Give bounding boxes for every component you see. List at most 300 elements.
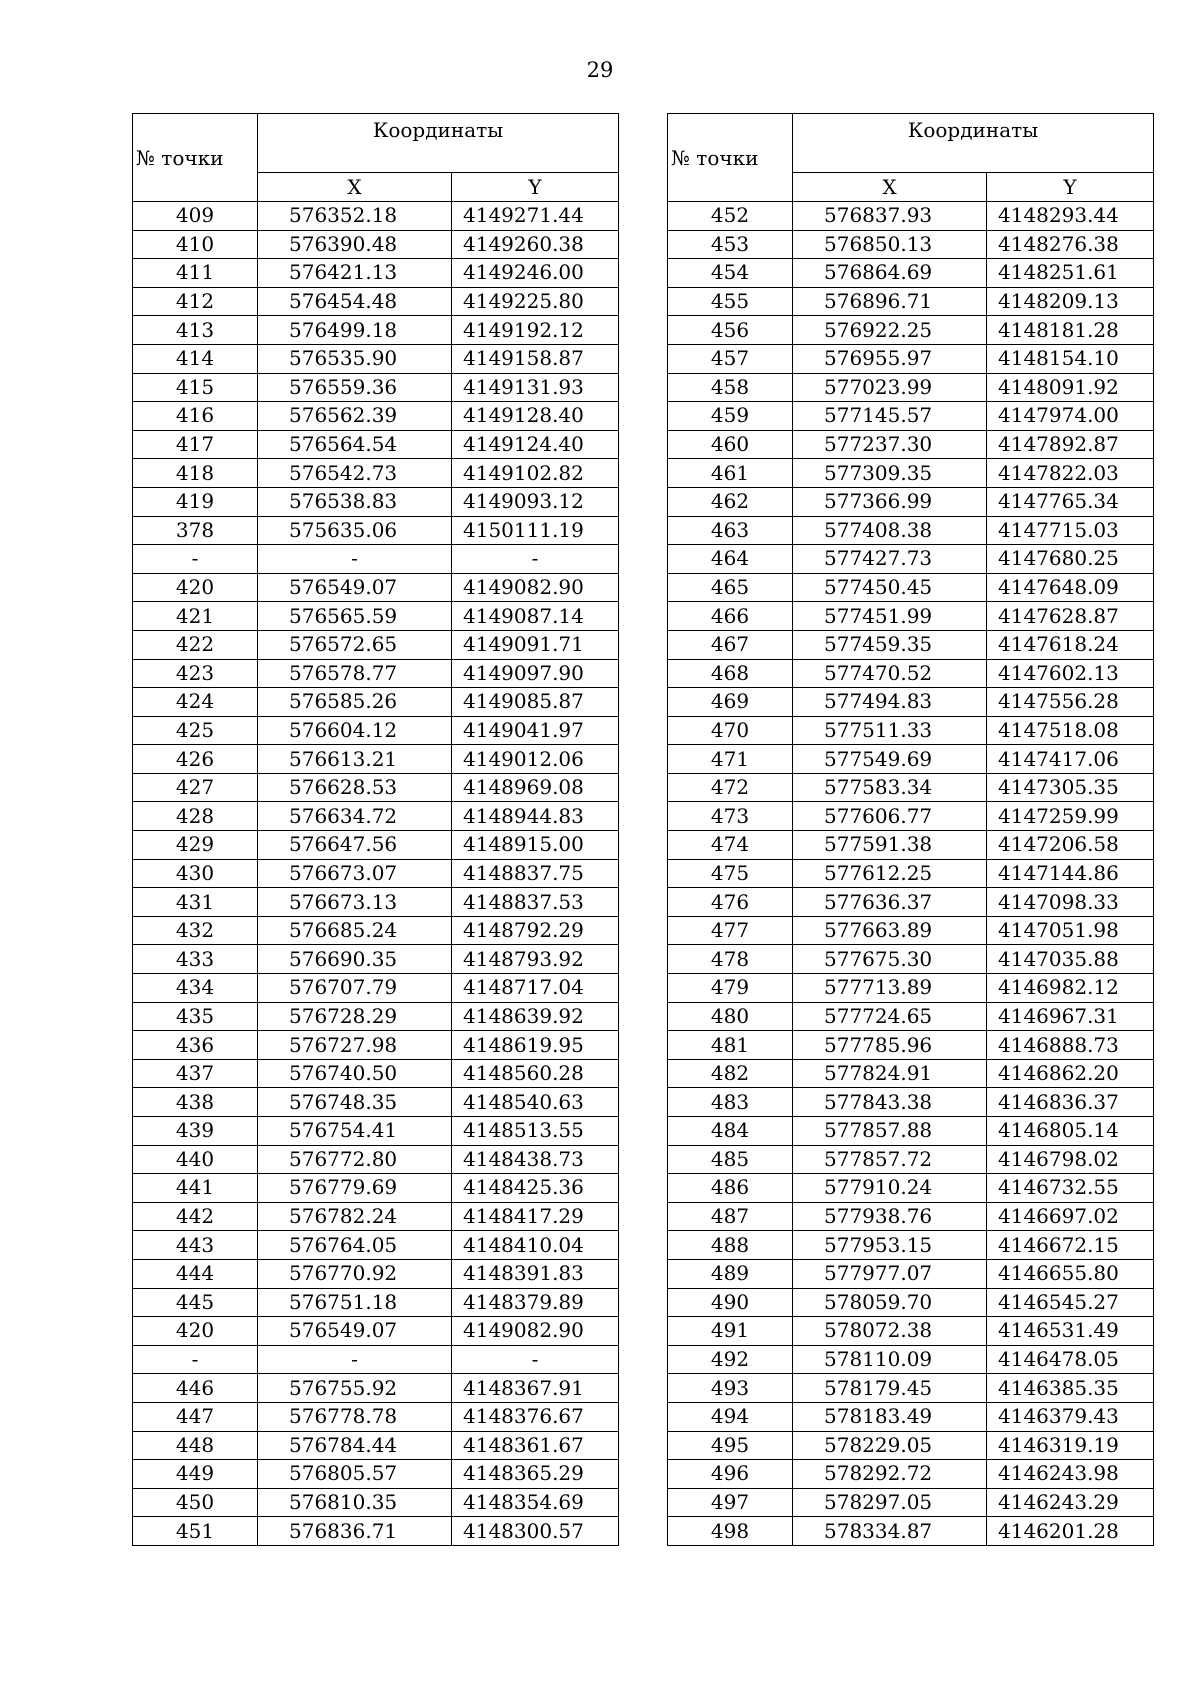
x-coordinate-cell: 576454.48: [258, 287, 452, 316]
y-coordinate-cell: 4149082.90: [452, 1317, 619, 1346]
y-coordinate-cell: 4146531.49: [987, 1317, 1154, 1346]
point-number-cell: 442: [133, 1202, 258, 1231]
y-coordinate-cell: 4146697.02: [987, 1202, 1154, 1231]
point-number-header: № точки: [668, 114, 793, 202]
point-number-cell: 490: [668, 1288, 793, 1317]
y-coordinate-cell: 4147259.99: [987, 802, 1154, 831]
x-coordinate-cell: 577366.99: [793, 487, 987, 516]
x-coordinate-cell: 576784.44: [258, 1431, 452, 1460]
table-row: [668, 316, 1154, 345]
coordinates-table-right: [667, 113, 1154, 1546]
point-number-cell: 480: [668, 1002, 793, 1031]
point-number-cell: 444: [133, 1259, 258, 1288]
y-coordinate-cell: 4146478.05: [987, 1345, 1154, 1374]
point-number-cell: 420: [133, 1317, 258, 1346]
table-row: [668, 802, 1154, 831]
point-number-cell: 414: [133, 344, 258, 373]
y-coordinate-cell: 4148379.89: [452, 1288, 619, 1317]
y-coordinate-cell: 4149102.82: [452, 459, 619, 488]
y-coordinate-cell: 4149271.44: [452, 202, 619, 231]
y-coordinate-cell: 4148969.08: [452, 773, 619, 802]
table-row: [133, 888, 619, 917]
point-number-cell: 456: [668, 316, 793, 345]
y-coordinate-cell: -: [452, 545, 619, 574]
y-coordinate-cell: 4147974.00: [987, 402, 1154, 431]
x-coordinate-cell: 576538.83: [258, 487, 452, 516]
x-coordinate-cell: 577145.57: [793, 402, 987, 431]
table-row: [668, 1431, 1154, 1460]
y-header: Y: [987, 173, 1154, 202]
x-coordinate-cell: 578179.45: [793, 1374, 987, 1403]
x-coordinate-cell: 576727.98: [258, 1031, 452, 1060]
y-coordinate-cell: 4147618.24: [987, 630, 1154, 659]
table-row: [133, 1288, 619, 1317]
point-number-cell: 492: [668, 1345, 793, 1374]
x-coordinate-cell: 576764.05: [258, 1231, 452, 1260]
table-row: [133, 831, 619, 860]
point-number-cell: 482: [668, 1059, 793, 1088]
y-coordinate-cell: 4148091.92: [987, 373, 1154, 402]
x-header: X: [258, 173, 452, 202]
table-body-left: [133, 202, 619, 1546]
table-row: [133, 1345, 619, 1374]
coordinates-header: Координаты: [258, 114, 619, 173]
point-number-cell: 418: [133, 459, 258, 488]
x-coordinate-cell: 576562.39: [258, 402, 452, 431]
table-row: [133, 1002, 619, 1031]
y-coordinate-cell: 4148717.04: [452, 974, 619, 1003]
x-coordinate-cell: 576585.26: [258, 688, 452, 717]
table-row: [668, 1002, 1154, 1031]
y-coordinate-cell: 4149085.87: [452, 688, 619, 717]
table-row: [133, 1259, 619, 1288]
y-coordinate-cell: 4146732.55: [987, 1174, 1154, 1203]
y-coordinate-cell: 4146243.98: [987, 1460, 1154, 1489]
table-row: [133, 1402, 619, 1431]
table-row: [668, 1402, 1154, 1431]
y-coordinate-cell: 4148837.75: [452, 859, 619, 888]
y-coordinate-cell: 4147144.86: [987, 859, 1154, 888]
point-number-cell: 409: [133, 202, 258, 231]
table-row: [668, 373, 1154, 402]
point-number-cell: 463: [668, 516, 793, 545]
table-row: [133, 1088, 619, 1117]
x-coordinate-cell: 576673.13: [258, 888, 452, 917]
table-row: [133, 545, 619, 574]
table-row: [133, 1059, 619, 1088]
table-row: [133, 773, 619, 802]
point-number-cell: 476: [668, 888, 793, 917]
point-number-header: № точки: [133, 114, 258, 202]
x-coordinate-cell: -: [258, 545, 452, 574]
point-number-cell: 451: [133, 1517, 258, 1546]
x-coordinate-cell: 576549.07: [258, 573, 452, 602]
table-row: [668, 1088, 1154, 1117]
point-number-cell: 470: [668, 716, 793, 745]
x-coordinate-cell: 578072.38: [793, 1317, 987, 1346]
point-number-cell: 455: [668, 287, 793, 316]
x-coordinate-cell: 577612.25: [793, 859, 987, 888]
x-coordinate-cell: 576628.53: [258, 773, 452, 802]
y-coordinate-cell: 4149192.12: [452, 316, 619, 345]
table-row: [133, 344, 619, 373]
point-number-cell: 432: [133, 916, 258, 945]
point-number-cell: 437: [133, 1059, 258, 1088]
x-coordinate-cell: 575635.06: [258, 516, 452, 545]
coordinates-header: Координаты: [793, 114, 1154, 173]
y-coordinate-cell: 4148792.29: [452, 916, 619, 945]
point-number-cell: 452: [668, 202, 793, 231]
y-coordinate-cell: 4149260.38: [452, 230, 619, 259]
point-number-cell: -: [133, 545, 258, 574]
table-row: [133, 573, 619, 602]
x-coordinate-cell: 577724.65: [793, 1002, 987, 1031]
point-number-cell: 421: [133, 602, 258, 631]
table-row: [133, 316, 619, 345]
y-coordinate-cell: 4146967.31: [987, 1002, 1154, 1031]
y-coordinate-cell: 4148639.92: [452, 1002, 619, 1031]
point-number-cell: 494: [668, 1402, 793, 1431]
x-coordinate-cell: 576578.77: [258, 659, 452, 688]
table-row: [133, 230, 619, 259]
point-number-cell: 459: [668, 402, 793, 431]
y-coordinate-cell: 4150111.19: [452, 516, 619, 545]
y-coordinate-cell: 4147305.35: [987, 773, 1154, 802]
x-coordinate-cell: 576549.07: [258, 1317, 452, 1346]
page-number: 29: [586, 58, 614, 82]
table-row: [133, 1202, 619, 1231]
table-row: [133, 659, 619, 688]
y-coordinate-cell: 4147035.88: [987, 945, 1154, 974]
y-coordinate-cell: 4146319.19: [987, 1431, 1154, 1460]
point-number-cell: 465: [668, 573, 793, 602]
y-coordinate-cell: 4147098.33: [987, 888, 1154, 917]
x-coordinate-cell: 576572.65: [258, 630, 452, 659]
x-coordinate-cell: 577237.30: [793, 430, 987, 459]
y-coordinate-cell: 4148410.04: [452, 1231, 619, 1260]
y-coordinate-cell: 4146379.43: [987, 1402, 1154, 1431]
point-number-cell: 467: [668, 630, 793, 659]
x-coordinate-cell: 577470.52: [793, 659, 987, 688]
x-coordinate-cell: 578229.05: [793, 1431, 987, 1460]
table-row: [133, 716, 619, 745]
point-number-cell: 454: [668, 259, 793, 288]
point-number-cell: 433: [133, 945, 258, 974]
point-number-cell: 436: [133, 1031, 258, 1060]
point-number-cell: 429: [133, 831, 258, 860]
table-row: [133, 945, 619, 974]
y-coordinate-cell: 4148438.73: [452, 1145, 619, 1174]
y-coordinate-cell: 4149097.90: [452, 659, 619, 688]
y-coordinate-cell: 4148391.83: [452, 1259, 619, 1288]
table-row: [133, 1488, 619, 1517]
x-coordinate-cell: 576740.50: [258, 1059, 452, 1088]
x-coordinate-cell: 576421.13: [258, 259, 452, 288]
table-row: [668, 344, 1154, 373]
point-number-cell: 483: [668, 1088, 793, 1117]
y-coordinate-cell: 4147206.58: [987, 831, 1154, 860]
point-number-cell: 439: [133, 1117, 258, 1146]
table-row: [133, 202, 619, 231]
y-coordinate-cell: 4147051.98: [987, 916, 1154, 945]
point-number-cell: 489: [668, 1259, 793, 1288]
table-row: [668, 630, 1154, 659]
point-number-cell: 478: [668, 945, 793, 974]
x-coordinate-cell: 577408.38: [793, 516, 987, 545]
table-row: [133, 1374, 619, 1403]
x-coordinate-cell: 576896.71: [793, 287, 987, 316]
x-coordinate-cell: 577583.34: [793, 773, 987, 802]
table-row: [668, 1174, 1154, 1203]
point-number-cell: 438: [133, 1088, 258, 1117]
y-coordinate-cell: 4147715.03: [987, 516, 1154, 545]
y-coordinate-cell: 4148300.57: [452, 1517, 619, 1546]
table-row: [668, 1517, 1154, 1546]
table-row: [668, 888, 1154, 917]
table-row: [668, 859, 1154, 888]
y-coordinate-cell: 4148915.00: [452, 831, 619, 860]
x-coordinate-cell: 577494.83: [793, 688, 987, 717]
x-coordinate-cell: 577824.91: [793, 1059, 987, 1088]
y-coordinate-cell: 4148425.36: [452, 1174, 619, 1203]
y-coordinate-cell: 4146545.27: [987, 1288, 1154, 1317]
table-row: [668, 287, 1154, 316]
x-coordinate-cell: 576778.78: [258, 1402, 452, 1431]
table-row: [133, 974, 619, 1003]
x-coordinate-cell: 577309.35: [793, 459, 987, 488]
y-coordinate-cell: 4149158.87: [452, 344, 619, 373]
point-number-cell: 477: [668, 916, 793, 945]
y-coordinate-cell: 4148209.13: [987, 287, 1154, 316]
table-row: [668, 202, 1154, 231]
y-coordinate-cell: 4149093.12: [452, 487, 619, 516]
table-row: [668, 773, 1154, 802]
x-coordinate-cell: 577636.37: [793, 888, 987, 917]
point-number-cell: 457: [668, 344, 793, 373]
y-coordinate-cell: 4148793.92: [452, 945, 619, 974]
y-coordinate-cell: 4149131.93: [452, 373, 619, 402]
y-coordinate-cell: 4147602.13: [987, 659, 1154, 688]
x-coordinate-cell: 576685.24: [258, 916, 452, 945]
y-coordinate-cell: 4148354.69: [452, 1488, 619, 1517]
point-number-cell: 430: [133, 859, 258, 888]
table-row: [133, 259, 619, 288]
point-number-cell: 472: [668, 773, 793, 802]
y-coordinate-cell: 4149225.80: [452, 287, 619, 316]
point-number-cell: 466: [668, 602, 793, 631]
table-row: [133, 1460, 619, 1489]
x-coordinate-cell: 577785.96: [793, 1031, 987, 1060]
table-row: [133, 402, 619, 431]
table-row: [668, 716, 1154, 745]
y-coordinate-cell: 4146672.15: [987, 1231, 1154, 1260]
point-number-cell: 485: [668, 1145, 793, 1174]
table-row: [133, 1031, 619, 1060]
x-coordinate-cell: 576772.80: [258, 1145, 452, 1174]
point-number-cell: 417: [133, 430, 258, 459]
point-number-cell: 461: [668, 459, 793, 488]
point-number-cell: 450: [133, 1488, 258, 1517]
x-coordinate-cell: 576836.71: [258, 1517, 452, 1546]
table-row: [668, 545, 1154, 574]
y-coordinate-cell: 4148365.29: [452, 1460, 619, 1489]
x-coordinate-cell: 577910.24: [793, 1174, 987, 1203]
y-coordinate-cell: 4146888.73: [987, 1031, 1154, 1060]
point-number-cell: 431: [133, 888, 258, 917]
table-row: [668, 1345, 1154, 1374]
x-coordinate-cell: 577843.38: [793, 1088, 987, 1117]
point-number-cell: 420: [133, 573, 258, 602]
y-coordinate-cell: 4148376.67: [452, 1402, 619, 1431]
y-coordinate-cell: 4146655.80: [987, 1259, 1154, 1288]
x-coordinate-cell: 576837.93: [793, 202, 987, 231]
y-coordinate-cell: 4148837.53: [452, 888, 619, 917]
table-row: [668, 430, 1154, 459]
x-coordinate-cell: 576559.36: [258, 373, 452, 402]
table-row: [668, 573, 1154, 602]
table-row: [668, 659, 1154, 688]
point-number-cell: 413: [133, 316, 258, 345]
table-row: [668, 1460, 1154, 1489]
point-number-cell: -: [133, 1345, 258, 1374]
table-row: [133, 1317, 619, 1346]
x-coordinate-cell: 576673.07: [258, 859, 452, 888]
table-row: [133, 487, 619, 516]
y-coordinate-cell: 4149246.00: [452, 259, 619, 288]
x-coordinate-cell: 576782.24: [258, 1202, 452, 1231]
point-number-cell: 474: [668, 831, 793, 860]
x-coordinate-cell: 578183.49: [793, 1402, 987, 1431]
x-coordinate-cell: 578297.05: [793, 1488, 987, 1517]
y-coordinate-cell: 4149128.40: [452, 402, 619, 431]
point-number-cell: 497: [668, 1488, 793, 1517]
point-number-cell: 419: [133, 487, 258, 516]
point-number-cell: 446: [133, 1374, 258, 1403]
table-row: [668, 230, 1154, 259]
y-coordinate-cell: 4148417.29: [452, 1202, 619, 1231]
x-coordinate-cell: 576647.56: [258, 831, 452, 860]
y-coordinate-cell: 4148181.28: [987, 316, 1154, 345]
y-coordinate-cell: 4149124.40: [452, 430, 619, 459]
y-coordinate-cell: 4148276.38: [987, 230, 1154, 259]
y-coordinate-cell: 4148367.91: [452, 1374, 619, 1403]
y-coordinate-cell: 4149082.90: [452, 573, 619, 602]
y-coordinate-cell: 4146243.29: [987, 1488, 1154, 1517]
table-row: [668, 831, 1154, 860]
point-number-cell: 443: [133, 1231, 258, 1260]
y-coordinate-cell: 4147628.87: [987, 602, 1154, 631]
y-coordinate-cell: 4147680.25: [987, 545, 1154, 574]
point-number-cell: 453: [668, 230, 793, 259]
point-number-cell: 423: [133, 659, 258, 688]
y-coordinate-cell: -: [452, 1345, 619, 1374]
table-row: [668, 1117, 1154, 1146]
y-coordinate-cell: 4147892.87: [987, 430, 1154, 459]
x-coordinate-cell: 577713.89: [793, 974, 987, 1003]
point-number-cell: 435: [133, 1002, 258, 1031]
table-row: [668, 745, 1154, 774]
point-number-cell: 487: [668, 1202, 793, 1231]
table-row: [668, 487, 1154, 516]
x-coordinate-cell: 577511.33: [793, 716, 987, 745]
table-row: [668, 1059, 1154, 1088]
x-coordinate-cell: 576535.90: [258, 344, 452, 373]
point-number-cell: 445: [133, 1288, 258, 1317]
x-coordinate-cell: -: [258, 1345, 452, 1374]
point-number-cell: 447: [133, 1402, 258, 1431]
y-coordinate-cell: 4149087.14: [452, 602, 619, 631]
point-number-cell: 495: [668, 1431, 793, 1460]
x-coordinate-cell: 576748.35: [258, 1088, 452, 1117]
point-number-cell: 484: [668, 1117, 793, 1146]
table-row: [133, 1517, 619, 1546]
table-row: [133, 459, 619, 488]
x-coordinate-cell: 576604.12: [258, 716, 452, 745]
y-coordinate-cell: 4148293.44: [987, 202, 1154, 231]
point-number-cell: 426: [133, 745, 258, 774]
table-row: [133, 287, 619, 316]
x-coordinate-cell: 576613.21: [258, 745, 452, 774]
x-coordinate-cell: 577023.99: [793, 373, 987, 402]
y-coordinate-cell: 4148154.10: [987, 344, 1154, 373]
table-row: [668, 1231, 1154, 1260]
x-coordinate-cell: 577459.35: [793, 630, 987, 659]
y-coordinate-cell: 4149091.71: [452, 630, 619, 659]
y-coordinate-cell: 4148560.28: [452, 1059, 619, 1088]
x-coordinate-cell: 576634.72: [258, 802, 452, 831]
y-coordinate-cell: 4147518.08: [987, 716, 1154, 745]
y-coordinate-cell: 4146805.14: [987, 1117, 1154, 1146]
x-coordinate-cell: 577857.72: [793, 1145, 987, 1174]
point-number-cell: 471: [668, 745, 793, 774]
point-number-cell: 481: [668, 1031, 793, 1060]
x-coordinate-cell: 577977.07: [793, 1259, 987, 1288]
table-row: [668, 945, 1154, 974]
x-coordinate-cell: 577606.77: [793, 802, 987, 831]
point-number-cell: 469: [668, 688, 793, 717]
point-number-cell: 448: [133, 1431, 258, 1460]
coordinates-table-left: [132, 113, 619, 1546]
table-row: [133, 859, 619, 888]
point-number-cell: 468: [668, 659, 793, 688]
point-number-cell: 440: [133, 1145, 258, 1174]
table-body-right: [668, 202, 1154, 1546]
table-row: [668, 1145, 1154, 1174]
table-row: [668, 259, 1154, 288]
table-row: [133, 630, 619, 659]
table-row: [668, 1031, 1154, 1060]
point-number-cell: 479: [668, 974, 793, 1003]
x-coordinate-cell: 576499.18: [258, 316, 452, 345]
x-coordinate-cell: 577451.99: [793, 602, 987, 631]
table-row: [133, 1174, 619, 1203]
x-coordinate-cell: 576564.54: [258, 430, 452, 459]
y-coordinate-cell: 4148619.95: [452, 1031, 619, 1060]
point-number-cell: 424: [133, 688, 258, 717]
point-number-cell: 473: [668, 802, 793, 831]
point-number-cell: 411: [133, 259, 258, 288]
y-coordinate-cell: 4146836.37: [987, 1088, 1154, 1117]
table-row: [133, 1145, 619, 1174]
y-coordinate-cell: 4148944.83: [452, 802, 619, 831]
point-number-cell: 378: [133, 516, 258, 545]
table-row: [133, 916, 619, 945]
x-coordinate-cell: 576755.92: [258, 1374, 452, 1403]
point-number-cell: 412: [133, 287, 258, 316]
table-row: [668, 602, 1154, 631]
table-row: [668, 516, 1154, 545]
y-coordinate-cell: 4149041.97: [452, 716, 619, 745]
